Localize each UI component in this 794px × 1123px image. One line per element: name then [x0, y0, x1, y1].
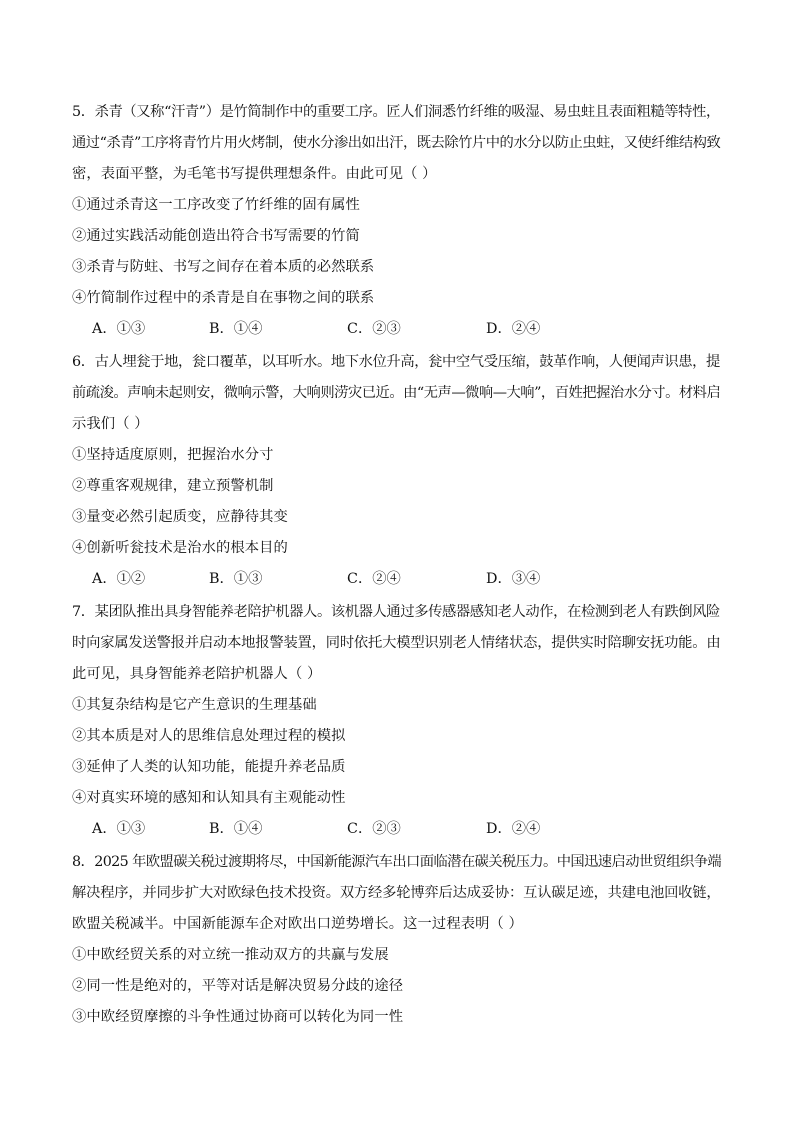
answer-choice-d[interactable]: D．②④ — [486, 321, 541, 337]
statement-option: ④创新听瓮技术是治水的根本目的 — [72, 540, 288, 556]
question-stem-line: 时向家属发送警报并启动本地报警装置，同时依托大模型识别老人情绪状态，提供实时陪聊安抚功能。由 — [72, 635, 721, 651]
question-stem-line: 示我们（ ） — [72, 416, 149, 432]
answer-choice-c[interactable]: C．②④ — [347, 571, 401, 587]
answer-choice-b[interactable]: B．①④ — [209, 321, 263, 337]
question-stem-line: 前疏浚。声响未起则安，微响示警，大响则涝灾已近。由“无声—微响—大响”，百姓把握治水分寸。材料启 — [72, 385, 721, 401]
answer-choice-b[interactable]: B．①③ — [209, 571, 263, 587]
question-stem-line: 6．古人埋瓮于地，瓮口覆革，以耳听水。地下水位升高，瓮中空气受压缩，鼓革作响，人便闻声识患，提 — [72, 354, 720, 370]
statement-option: ③杀青与防蛀、书写之间存在着本质的必然联系 — [72, 259, 375, 275]
answer-choice-b[interactable]: B．①④ — [209, 821, 263, 837]
question-stem-line: 通过“杀青”工序将青竹片用火烤制，使水分渗出如出汗，既去除竹片中的水分以防止虫蛀，又使纤维结构致 — [72, 135, 721, 151]
question-stem-line: 8．2025 年欧盟碳关税过渡期将尽，中国新能源汽车出口面临潜在碳关税压力。中国迅速启动世贸组织争端 — [72, 854, 722, 870]
statement-option: ②尊重客观规律，建立预警机制 — [72, 478, 274, 494]
statement-option: ③量变必然引起质变，应静待其变 — [72, 509, 288, 525]
question-stem-line: 5．杀青（又称“汗青”）是竹简制作中的重要工序。匠人们洞悉竹纤维的吸湿、易虫蛀且表面粗糙等特性， — [72, 104, 720, 120]
answer-choice-c[interactable]: C．②③ — [347, 321, 401, 337]
question-stem-line: 解决程序，并同步扩大对欧绿色技术投资。双方经多轮博弈后达成妥协：互认碳足迹，共建电池回收链， — [72, 885, 721, 901]
answer-choice-a[interactable]: A．①② — [92, 571, 146, 587]
question-stem-line: 此可见，具身智能养老陪护机器人（ ） — [72, 666, 322, 682]
question-stem-line: 7．某团队推出具身智能养老陪护机器人。该机器人通过多传感器感知老人动作，在检测到老人有跌倒风险 — [72, 604, 720, 620]
statement-option: ①坚持适度原则，把握治水分寸 — [72, 447, 274, 463]
statement-option: ①中欧经贸关系的对立统一推动双方的共赢与发展 — [72, 947, 389, 963]
statement-option: ②通过实践活动能创造出符合书写需要的竹简 — [72, 228, 360, 244]
question-stem-line: 密，表面平整，为毛笔书写提供理想条件。由此可见（ ） — [72, 166, 437, 182]
statement-option: ③延伸了人类的认知功能，能提升养老品质 — [72, 759, 346, 775]
answer-choice-a[interactable]: A．①③ — [92, 321, 146, 337]
statement-option: ④对真实环境的感知和认知具有主观能动性 — [72, 790, 346, 806]
answer-choice-d[interactable]: D．②④ — [486, 821, 541, 837]
answer-choice-c[interactable]: C．②③ — [347, 821, 401, 837]
answer-choice-d[interactable]: D．③④ — [486, 571, 541, 587]
statement-option: ①其复杂结构是它产生意识的生理基础 — [72, 697, 317, 713]
statement-option: ③中欧经贸摩擦的斗争性通过协商可以转化为同一性 — [72, 1009, 404, 1025]
statement-option: ②其本质是对人的思维信息处理过程的模拟 — [72, 728, 346, 744]
question-stem-line: 欧盟关税减半。中国新能源车企对欧出口逆势增长。这一过程表明（ ） — [72, 916, 523, 932]
statement-option: ①通过杀青这一工序改变了竹纤维的固有属性 — [72, 197, 360, 213]
statement-option: ②同一性是绝对的，平等对话是解决贸易分歧的途径 — [72, 978, 404, 994]
statement-option: ④竹简制作过程中的杀青是自在事物之间的联系 — [72, 290, 375, 306]
answer-choice-a[interactable]: A．①③ — [92, 821, 146, 837]
